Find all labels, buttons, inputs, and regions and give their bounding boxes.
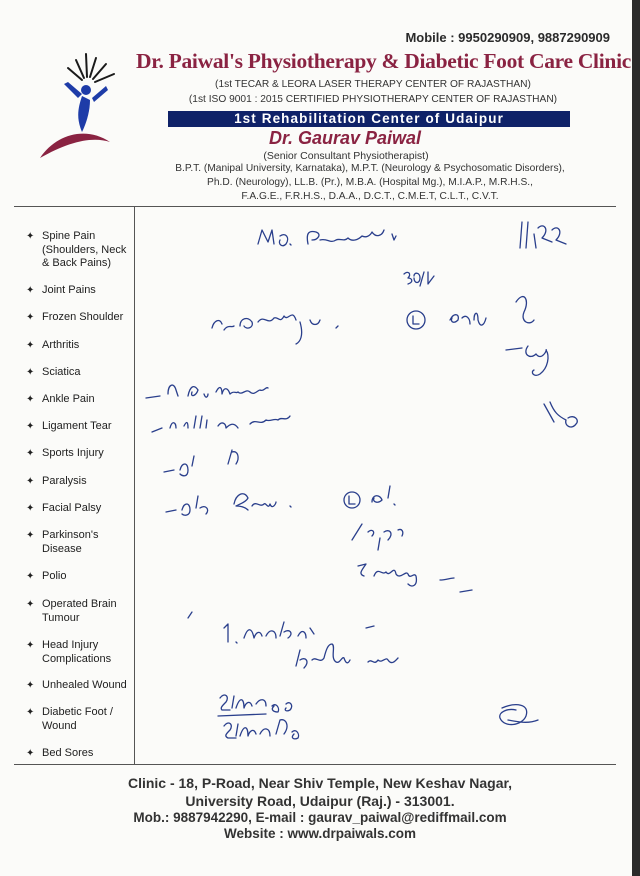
star-bullet-icon: ✦	[26, 231, 35, 242]
service-item: ✦ Joint Pains	[26, 284, 96, 296]
star-bullet-icon: ✦	[26, 448, 35, 459]
star-bullet-icon: ✦	[26, 530, 35, 541]
tecar-line: (1st TECAR & LEORA LASER THERAPY CENTER OF RAJASTHAN)	[215, 79, 531, 90]
star-bullet-icon: ✦	[26, 367, 35, 378]
page-edge	[632, 0, 640, 876]
service-item: ✦ Frozen Shoulder	[26, 311, 124, 323]
service-item: ✦ Sports Injury	[26, 447, 104, 459]
sidebar-divider	[134, 206, 135, 764]
handwritten-notes	[140, 208, 620, 764]
doctor-designation: (Senior Consultant Physiotherapist)	[263, 150, 429, 162]
mobile-numbers: Mobile : 9950290909, 9887290909	[405, 30, 610, 45]
star-bullet-icon: ✦	[26, 340, 35, 351]
service-item: ✦ Unhealed Wound	[26, 679, 127, 691]
service-item: ✦ Head Injury Complications	[26, 639, 112, 665]
qualifications-line: B.P.T. (Manipal University, Karnataka), M.P.T. (Neurology & Psychosomatic Disorders),	[175, 163, 565, 174]
service-item: ✦ Paralysis	[26, 475, 87, 487]
service-item: ✦ Operated Brain Tumour	[26, 598, 117, 624]
footer-contact: Mob.: 9887942290, E-mail : gaurav_paiwal@rediffmail.com	[133, 810, 507, 825]
star-bullet-icon: ✦	[26, 748, 35, 759]
service-item: ✦ Ankle Pain	[26, 393, 95, 405]
star-bullet-icon: ✦	[26, 285, 35, 296]
qualifications-line: Ph.D. (Neurology), LL.B. (Pr.), M.B.A. (Hospital Mg.), M.I.A.P., M.R.H.S.,	[207, 177, 533, 188]
doctor-name: Dr. Gaurav Paiwal	[268, 128, 422, 148]
service-item: ✦ Diabetic Foot / Wound	[26, 706, 113, 732]
star-bullet-icon: ✦	[26, 312, 35, 323]
footer-address-line: University Road, Udaipur (Raj.) - 313001.	[185, 793, 455, 809]
star-bullet-icon: ✦	[26, 503, 35, 514]
service-item: ✦ Facial Palsy	[26, 502, 102, 514]
service-item: ✦ Spine Pain (Shoulders, Neck & Back Pains)	[26, 230, 127, 269]
service-item: ✦ Arthritis	[26, 339, 80, 351]
star-bullet-icon: ✦	[26, 394, 35, 405]
service-item: ✦ Parkinson's Disease	[26, 529, 99, 555]
star-bullet-icon: ✦	[26, 421, 35, 432]
service-item: ✦ Polio	[26, 570, 67, 582]
iso-line: (1st ISO 9001 : 2015 CERTIFIED PHYSIOTHERAPY CENTER OF RAJASTHAN)	[188, 94, 558, 105]
star-bullet-icon: ✦	[26, 599, 35, 610]
star-bullet-icon: ✦	[26, 680, 35, 691]
footer-address-line: Clinic - 18, P-Road, Near Shiv Temple, New Keshav Nagar,	[127, 775, 513, 791]
rehab-banner: 1st Rehabilitation Center of Udaipur	[168, 111, 570, 127]
qualifications-line: F.A.G.E., F.R.H.S., D.A.A., D.C.T., C.M.E.T, C.L.T., C.V.T.	[241, 191, 499, 202]
star-bullet-icon: ✦	[26, 640, 35, 651]
service-item: ✦ Ligament Tear	[26, 420, 112, 432]
star-bullet-icon: ✦	[26, 707, 35, 718]
service-item: ✦ Bed Sores	[26, 747, 94, 759]
clinic-logo-icon	[38, 46, 130, 166]
star-bullet-icon: ✦	[26, 571, 35, 582]
star-bullet-icon: ✦	[26, 476, 35, 487]
footer-divider	[14, 764, 616, 765]
header-divider	[14, 206, 616, 207]
footer-website: Website : www.drpaiwals.com	[223, 826, 417, 841]
service-item: ✦ Sciatica	[26, 366, 81, 378]
clinic-name: Dr. Paiwal's Physiotherapy & Diabetic Foot Care Clinic	[136, 49, 631, 73]
